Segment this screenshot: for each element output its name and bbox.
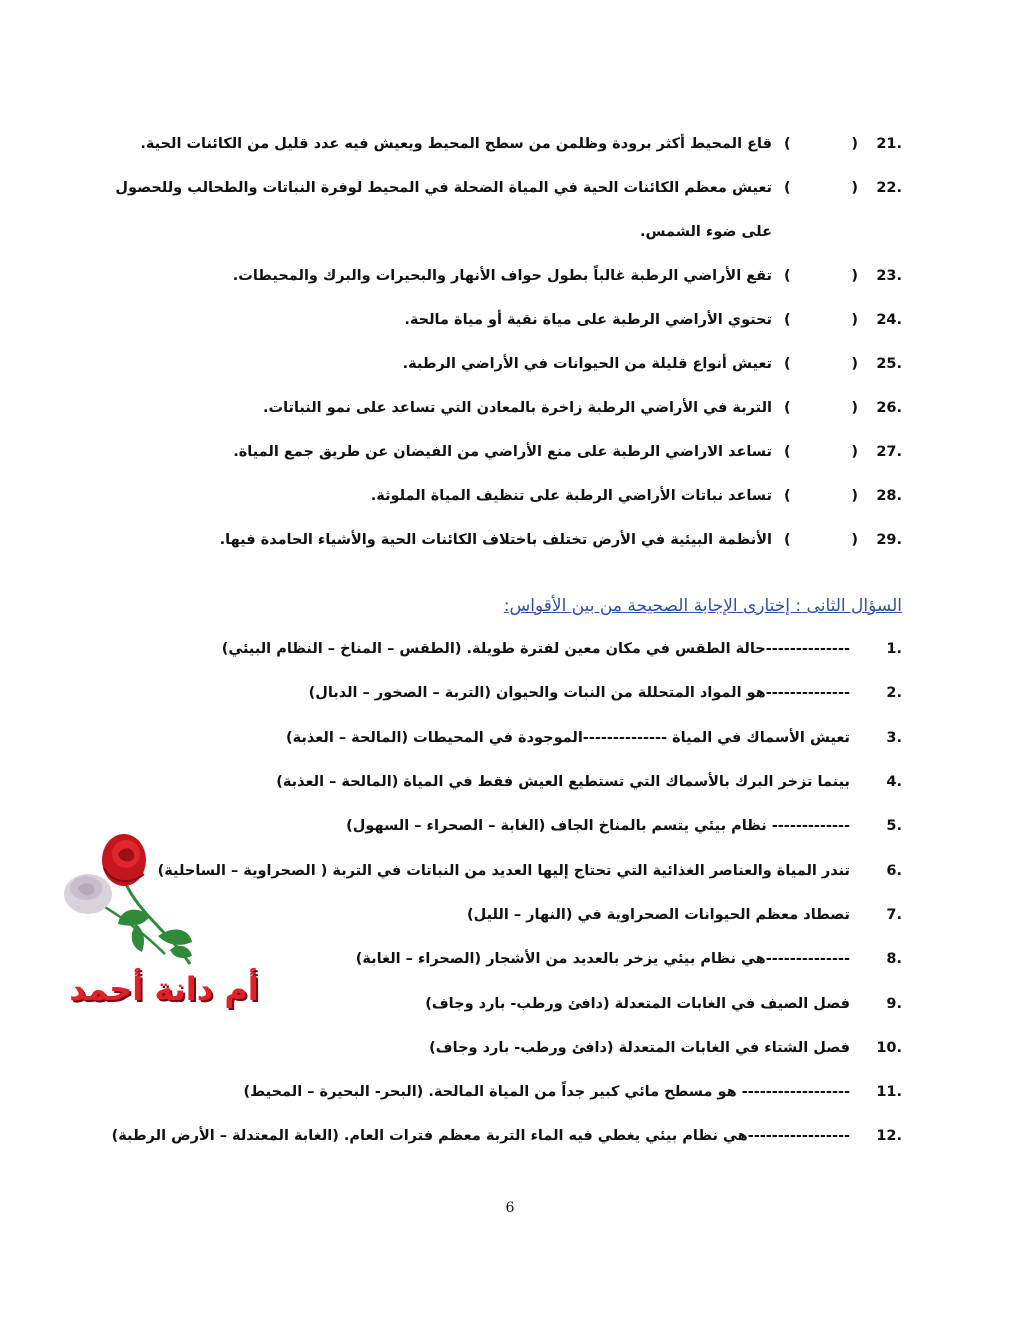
item-number: 25. — [876, 356, 902, 372]
item-number: 28. — [876, 488, 902, 504]
statement-text: تعيش أنواع قليلة من الحيوانات في الأراضي الرطبة. — [402, 356, 772, 372]
question-text: تعيش الأسماك في المياة --------------الموجودة في المحيطات (المالحة – العذبة) — [286, 729, 850, 746]
statement-text: تقع الأراضي الرطبة غالباً بطول حواف الأنهار والبحيرات والبرك والمحيطات. — [232, 268, 772, 284]
list-item — [82, 671, 902, 715]
answer-blank: ( ) — [784, 400, 858, 416]
answer-blank: ( ) — [784, 268, 858, 284]
question-text: فصل الصيف في الغابات المتعدلة (دافئ ورطب- بارد وجاف) — [425, 995, 850, 1012]
item-number: 10. — [876, 1039, 902, 1056]
item-number: 9. — [886, 995, 902, 1012]
item-number: 12. — [876, 1128, 902, 1145]
statement-text: تساعد الاراضي الرطبة على منع الأراضي من الفيضان عن طريق جمع المياة. — [233, 444, 772, 460]
statement-text: قاع المحيط أكثر برودة وظلمن من سطح المحيط ويعيش فيه عدد قليل من الكائنات الحية. — [140, 136, 772, 152]
question-text: بينما تزخر البرك بالأسماك التي تستطيع العيش فقط في المياة (المالحة – العذبة) — [276, 774, 850, 791]
list-item — [112, 430, 902, 474]
item-number: 24. — [876, 312, 902, 328]
item-number: 3. — [886, 729, 902, 746]
list-item — [112, 386, 902, 430]
list-item — [82, 1070, 902, 1114]
item-number: 6. — [886, 862, 902, 879]
list-item — [82, 627, 902, 671]
list-item — [112, 518, 902, 562]
item-number: 29. — [876, 532, 902, 548]
rose-watermark — [40, 824, 280, 1014]
answer-blank: ( ) — [784, 444, 858, 460]
item-number: 27. — [876, 444, 902, 460]
list-item — [82, 1114, 902, 1158]
item-number: 5. — [886, 818, 902, 835]
answer-blank: ( ) — [784, 356, 858, 372]
statement-text: تعيش معظم الكائنات الحية في المياة الضحلة في المحيط لوفرة النباتات والطحالب وللحصول على ضوء الشمس. — [115, 180, 772, 240]
question-text: --------------هو المواد المتحللة من النبات والحيوان (التربة – الصخور – الدبال) — [308, 685, 850, 702]
question-text: --------------حالة الطقس في مكان معين لفترة طويلة. (الطقس – المناخ – النظام البيئي) — [221, 641, 850, 658]
question-text: تندر المياة والعناصر الغذائية التي تحتاج إليها العديد من النباتات في التربة ( الصحراوية – الساحلية) — [157, 862, 850, 879]
item-number: 4. — [886, 774, 902, 791]
list-item — [82, 760, 902, 804]
statement-text: التربة في الأراضي الرطبة زاخرة بالمعادن التي تساعد على نمو النباتات. — [262, 400, 772, 416]
list-item — [112, 254, 902, 298]
statement-text: تساعد نباتات الأراضي الرطبة على تنظيف المياة الملوثة. — [370, 488, 772, 504]
item-number: 11. — [876, 1084, 902, 1101]
item-number: 8. — [886, 951, 902, 968]
question-text: --------------هي نظام بيئي يزخر بالعديد من الأشجار (الصحراء – الغابة) — [355, 951, 850, 968]
question-text: ------------- نظام بيئي يتسم بالمناخ الجاف (الغابة – الصحراء – السهول) — [346, 818, 850, 835]
question-text: ------------------ هو مسطح مائي كبير جداً من المياة المالحة. (البحر- البحيرة – المحيط) — [243, 1084, 850, 1101]
answer-blank: ( ) — [784, 136, 858, 152]
answer-blank: ( ) — [784, 532, 858, 548]
item-number: 21. — [876, 136, 902, 152]
list-item — [112, 342, 902, 386]
list-item — [112, 474, 902, 518]
item-number: 7. — [886, 906, 902, 923]
question-text: فصل الشتاء في الغابات المتعدلة (دافئ ورطب- بارد وجاف) — [429, 1039, 850, 1056]
item-number: 26. — [876, 400, 902, 416]
item-number: 2. — [886, 685, 902, 702]
rose-icon — [40, 824, 280, 974]
item-number: 22. — [876, 180, 902, 196]
statement-text: الأنظمة البيئية في الأرض تختلف باختلاف الكائنات الحية والأشياء الحامدة فيها. — [219, 532, 772, 548]
item-number: 1. — [886, 641, 902, 658]
list-item — [112, 166, 902, 254]
statement-text: تحتوي الأراضي الرطبة على مياة نقية أو مياة مالحة. — [404, 312, 772, 328]
answer-blank: ( ) — [784, 312, 858, 328]
list-item — [82, 716, 902, 760]
question-text: -----------------هي نظام بيئي يغطي فيه الماء التربة معظم فترات العام. (الغابة المعتدلة – الأرض الرطبة) — [111, 1128, 850, 1145]
list-item — [112, 298, 902, 342]
watermark-logo: أم دانة أحمد — [69, 970, 259, 1008]
question-text: تصطاد معظم الحيوانات الصحراوية في (النهار – الليل) — [467, 906, 850, 923]
list-item — [112, 122, 902, 166]
true-false-list — [112, 122, 902, 562]
list-item — [82, 1026, 902, 1070]
section-heading: السؤال الثانى : إختارى الإجابة الصحيحة من بين الأقواس: — [503, 596, 902, 616]
answer-blank: ( ) — [784, 488, 858, 504]
item-number: 23. — [876, 268, 902, 284]
page-number: 6 — [505, 1200, 515, 1216]
answer-blank: ( ) — [784, 180, 858, 196]
